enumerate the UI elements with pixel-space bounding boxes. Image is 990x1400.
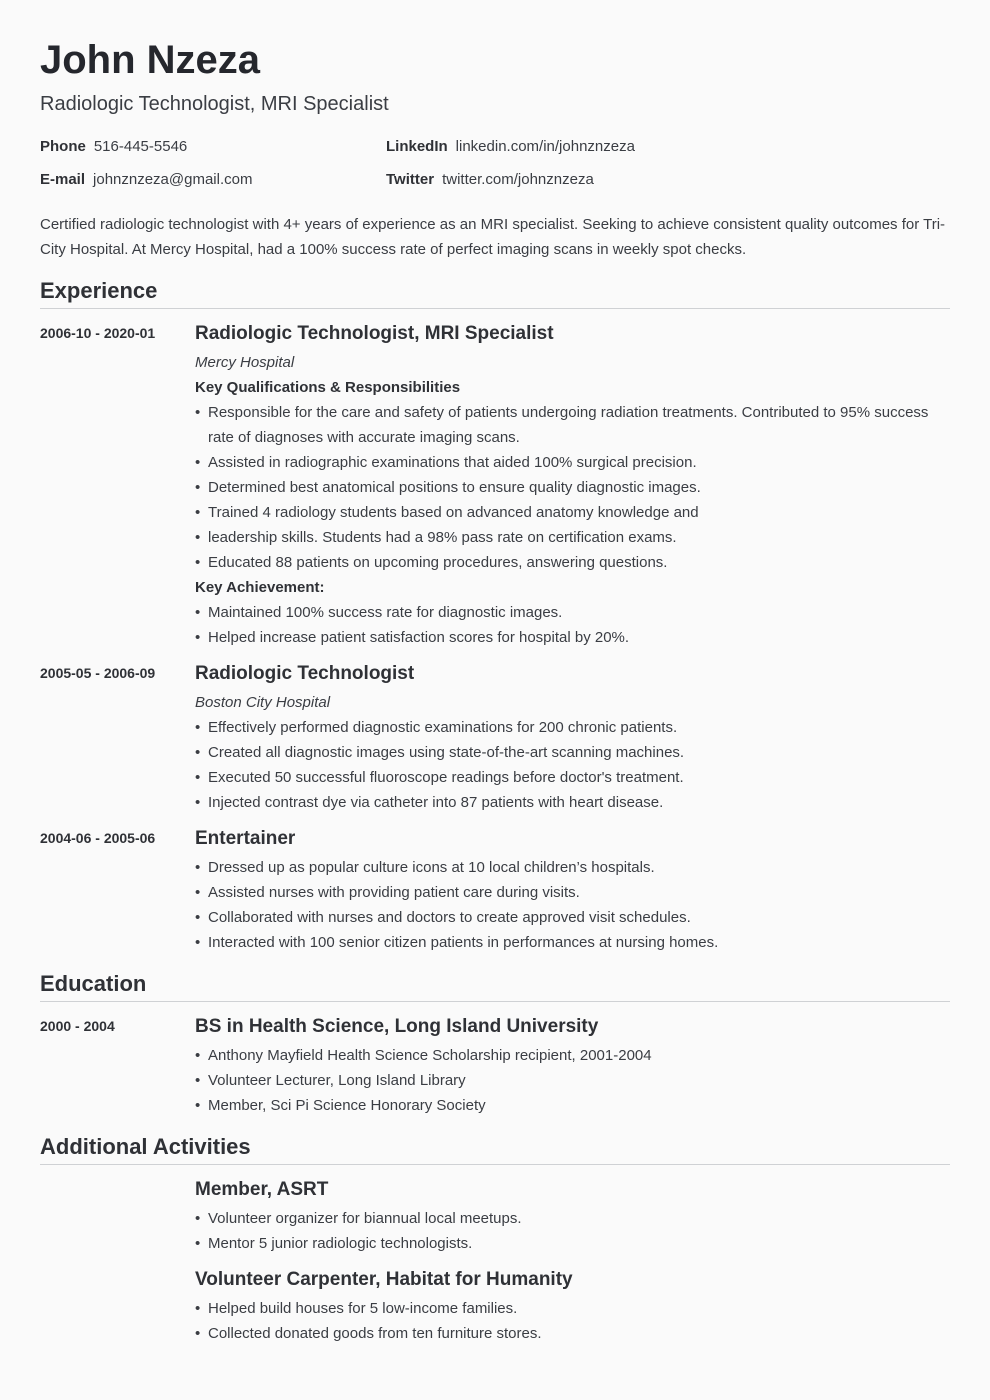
entry-subheading: Key Achievement: <box>195 579 325 596</box>
list-item: • Dressed up as popular culture icons at 10 local children’s hospitals. <box>195 855 950 880</box>
list-item: • Volunteer Lecturer, Long Island Library <box>195 1068 950 1093</box>
entry-dates: 2004-06 - 2005-06 <box>40 830 156 846</box>
list-item: • Executed 50 successful fluoroscope readings before doctor's treatment. <box>195 765 950 790</box>
entry-body <box>195 1015 950 1118</box>
linkedin-label: LinkedIn <box>386 138 448 155</box>
entry-body <box>195 1178 950 1256</box>
contact-twitter <box>386 171 594 189</box>
entry-bullets <box>195 1043 950 1118</box>
entry-dates: 2006-10 - 2020-01 <box>40 325 156 341</box>
entry-body <box>195 662 950 815</box>
list-item: • Educated 88 patients on upcoming procedures, answering questions. <box>195 550 950 575</box>
entry-bullets <box>195 855 950 955</box>
candidate-title: Radiologic Technologist, MRI Specialist <box>40 93 389 115</box>
list-item: • Member, Sci Pi Science Honorary Society <box>195 1093 950 1118</box>
list-item: • Interacted with 100 senior citizen patients in performances at nursing homes. <box>195 930 950 955</box>
entry-bullets <box>195 1296 950 1346</box>
entry-organization: Mercy Hospital <box>195 354 295 371</box>
entry-body <box>195 1268 950 1346</box>
contact-email <box>40 171 252 189</box>
entry-role: Radiologic Technologist, MRI Specialist <box>195 323 554 344</box>
entry-bullets <box>195 400 950 575</box>
list-item: • Maintained 100% success rate for diagnostic images. <box>195 600 950 625</box>
list-item: • Assisted nurses with providing patient care during visits. <box>195 880 950 905</box>
entry-body <box>195 322 950 650</box>
entry-degree: BS in Health Science, Long Island University <box>195 1016 599 1037</box>
list-item: • Assisted in radiographic examinations that aided 100% surgical precision. <box>195 450 950 475</box>
list-item: • leadership skills. Students had a 98% pass rate on certification exams. <box>195 525 950 550</box>
entry-subheading: Key Qualifications & Responsibilities <box>195 379 461 396</box>
list-item: • Collected donated goods from ten furniture stores. <box>195 1321 950 1346</box>
list-item: • Collaborated with nurses and doctors to create approved visit schedules. <box>195 905 950 930</box>
entry-dates: 2005-05 - 2006-09 <box>40 665 156 681</box>
list-item: • Trained 4 radiology students based on advanced anatomy knowledge and <box>195 500 950 525</box>
email-label: E-mail <box>40 171 86 188</box>
entry-body <box>195 827 950 955</box>
email-value: johnznzeza@gmail.com <box>93 171 253 188</box>
phone-label: Phone <box>40 138 86 155</box>
activities-heading: Additional Activities <box>40 1134 950 1165</box>
candidate-name: John Nzeza <box>40 38 261 82</box>
experience-heading: Experience <box>40 278 950 309</box>
list-item: • Effectively performed diagnostic examinations for 200 chronic patients. <box>195 715 950 740</box>
phone-value: 516-445-5546 <box>93 138 188 155</box>
linkedin-value: linkedin.com/in/johnznzeza <box>455 138 635 155</box>
education-heading: Education <box>40 971 950 1002</box>
entry-role: Radiologic Technologist <box>195 663 415 684</box>
contact-linkedin <box>386 138 635 156</box>
twitter-label: Twitter <box>386 171 435 188</box>
entry-bullets <box>195 715 950 815</box>
list-item: • Responsible for the care and safety of patients undergoing radiation treatments. Contributed to 95% success rate of diagnoses with accurate imaging scans. <box>195 400 950 450</box>
entry-bullets <box>195 600 950 650</box>
entry-role: Volunteer Carpenter, Habitat for Humanity <box>195 1269 573 1290</box>
list-item: • Anthony Mayfield Health Science Scholarship recipient, 2001-2004 <box>195 1043 950 1068</box>
list-item: • Helped build houses for 5 low-income families. <box>195 1296 950 1321</box>
entry-organization: Boston City Hospital <box>195 694 331 711</box>
list-item: • Determined best anatomical positions to ensure quality diagnostic images. <box>195 475 950 500</box>
list-item: • Helped increase patient satisfaction scores for hospital by 20%. <box>195 625 950 650</box>
entry-role: Entertainer <box>195 828 296 849</box>
contact-phone <box>40 138 187 156</box>
list-item: • Volunteer organizer for biannual local meetups. <box>195 1206 950 1231</box>
entry-dates: 2000 - 2004 <box>40 1018 115 1034</box>
entry-bullets <box>195 1206 950 1256</box>
list-item: • Mentor 5 junior radiologic technologists. <box>195 1231 950 1256</box>
twitter-value: twitter.com/johnznzeza <box>442 171 594 188</box>
entry-role: Member, ASRT <box>195 1179 329 1200</box>
list-item: • Created all diagnostic images using state-of-the-art scanning machines. <box>195 740 950 765</box>
list-item: • Injected contrast dye via catheter into 87 patients with heart disease. <box>195 790 950 815</box>
profile-summary: Certified radiologic technologist with 4+ years of experience as an MRI specialist. Seeking to achieve consistent quality outcomes for Tri-City Hospital. At Mercy Hospital, had a 100% success rate of perfect imaging scans in weekly spot checks. <box>40 216 946 258</box>
